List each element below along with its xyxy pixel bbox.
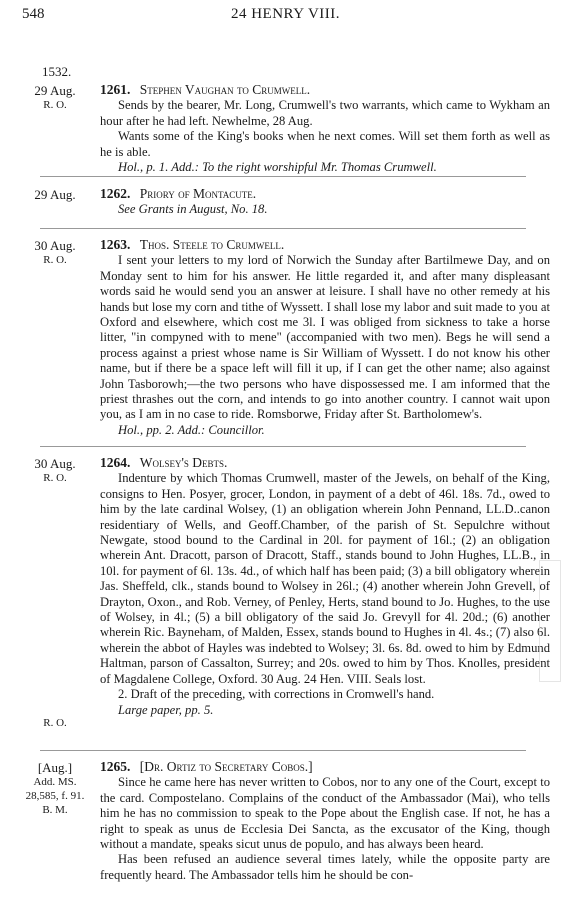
- entry-paragraph: Sends by the bearer, Mr. Long, Crumwell's two warrants, which came to Wykham an hour after he had left. Newhelme, 28 Aug.: [100, 98, 550, 128]
- entry-paragraph: Wants some of the King's books when he next comes. Will set them forth as well as he is able.: [100, 129, 550, 159]
- divider: [40, 750, 526, 751]
- entry-number: 1262.: [100, 186, 131, 201]
- entry-margin: [18, 760, 92, 817]
- entry-number: 1261.: [100, 82, 131, 97]
- divider: [40, 228, 526, 229]
- entry-1262: [100, 186, 550, 218]
- entry-1263: [100, 237, 550, 438]
- entry-1265: [100, 759, 550, 883]
- library-stamp-watermark: [539, 560, 561, 682]
- entry-heading: [100, 186, 550, 201]
- entry-date: [Aug.]: [37, 760, 73, 775]
- entry-paragraph: I sent your letters to my lord of Norwich the Sunday after Bartilmewe Day, and on Monday sent to him for his answer. He little regarded it, and after many displeasant words said he would send you an answer at leisure. I shall have no other remedy at his hands but lose my corn and tithe of Wyssett. I shall lose my labor and suit made to you at Oxford and elsewhere, which cost me 3l. I was obliged from sickness to take a horse litter, "in compyned with to mene" (accompanied with two men). Begs he will send a process against a priest whose name is Sir William of Wyssett. I do not know his other name, but if there be a space left will fill it up, if I can get the other name; also against John Tasborowh;—the two persons who have dispossessed me. I am informed that the priest thrashes out the corn, and intends to go into another country. I cannot wait upon you, as I am in no case to ride. Romsborwe, Friday after St. Bartholomew's.: [100, 253, 550, 422]
- entry-margin: [18, 456, 92, 485]
- entry-number: 1265.: [100, 759, 131, 774]
- entry-paragraph: Indenture by which Thomas Crumwell, master of the Jewels, on behalf of the King, consigns to Hen. Posyer, grocer, London, in payment of a debt of 46l. 18s. 7d., owed to him by the late cardinal Wolsey, (1) an obligation wherein John Pennand, LL.D..canon residentiary of Wells, and Geoff.Chamber, of the parish of St. Sepulchre without Newgate, stood bound to the Cardinal in 20l. for payment of 16l.; (2) an obligation wherein Ant. Dracott, parson of Dracott, Staff., stands bound to John Hughes, LL.B., in 10l. for payment of 6l. 13s. 4d., of which half has been paid; (3) a bill obligatory wherein Jas. Sheffeld, clk., stands bound to Wolsey in 26l.; (4) another wherein John Grevell, of Drayton, Oxon., and Rob. Verney, of Penley, Herts, stand bound to Jo. Hughes, to the use of Wolsey, in 4l.; (5) a bill obligatory of the said Jo. Grevyll for 4l. 20d.; (6) another wherein Ric. Bayneham, of Malden, Essex, stands bound to Hughes in 4l. 4s.; (7) also 6l. wherein the abbot of Hayles was indebted to Wolsey; 3l. 6s. 8d. owed to him by Edmund Haltman, parson of Cassalton, Surrey; and 20s. owed to him by Thos. Knolles, president of Magdalene College, Oxford. 30 Aug. 24 Hen. VIII. Seals lost.: [100, 471, 550, 686]
- entry-margin: [18, 238, 92, 267]
- entry-1264: [100, 455, 550, 718]
- entry-1261: [100, 82, 550, 175]
- entry-source: 28,585, f. 91.: [25, 790, 85, 802]
- entry-heading: [100, 455, 550, 470]
- entry-date: 29 Aug.: [34, 83, 76, 98]
- entry-note: Hol., pp. 2. Add.: Councillor.: [118, 422, 265, 437]
- entry-source: Add. MS.: [33, 776, 77, 788]
- entry-margin-secondary: [18, 716, 92, 730]
- entry-title: [Dr. Ortiz to Secretary Cobos.]: [139, 759, 313, 774]
- divider: [40, 446, 526, 447]
- entry-margin: [18, 187, 92, 202]
- entry-source: R. O.: [43, 99, 67, 111]
- entry-number: 1264.: [100, 455, 131, 470]
- entry-heading: [100, 759, 550, 774]
- entry-heading: [100, 237, 550, 252]
- entry-title: Thos. Steele to Crumwell.: [139, 237, 285, 252]
- entry-date: 30 Aug.: [34, 238, 76, 253]
- entry-title: Stephen Vaughan to Crumwell.: [139, 82, 311, 97]
- page-header: [22, 6, 549, 28]
- entry-source: R. O.: [43, 472, 67, 484]
- entry-note: Hol., p. 1. Add.: To the right worshipful Mr. Thomas Crumwell.: [118, 160, 437, 175]
- entry-source: R. O.: [43, 717, 67, 729]
- entry-date: 30 Aug.: [34, 456, 76, 471]
- year-label: 1532.: [42, 64, 72, 79]
- entry-title: Wolsey's Debts.: [139, 455, 228, 470]
- divider: [40, 176, 526, 177]
- entry-paragraph: Since he came here has never written to Cobos, nor to any one of the Court, except to the card. Compostelano. Complains of the conduct of the Ambassador (Mai), who tells him he has no commission to speak to the Pope about the English case. If not, he has a right to speak as unus de Ecclesia Dei Sancta, as the excusator of the King, though without a mandate, speaks sicut unus de populo, and has always been heard.: [100, 775, 550, 852]
- entry-note: Large paper, pp. 5.: [118, 702, 214, 717]
- entry-heading: [100, 82, 550, 97]
- entry-sub-item: 2. Draft of the preceding, with corrections in Cromwell's hand.: [118, 687, 435, 702]
- running-title: 24 HENRY VIII.: [230, 6, 341, 22]
- entry-title: Priory of Montacute.: [139, 186, 257, 201]
- entry-paragraph: Has been refused an audience several times lately, while the opposite party are frequently heard. The Ambassador tells him he should be con-: [100, 852, 550, 882]
- entry-date: 29 Aug.: [34, 187, 76, 202]
- entry-source: R. O.: [43, 254, 67, 266]
- entry-margin: [18, 83, 92, 112]
- entry-note: See Grants in August, No. 18.: [118, 202, 268, 217]
- entry-source: B. M.: [42, 804, 68, 816]
- entry-number: 1263.: [100, 237, 131, 252]
- page-number: 548: [22, 6, 45, 22]
